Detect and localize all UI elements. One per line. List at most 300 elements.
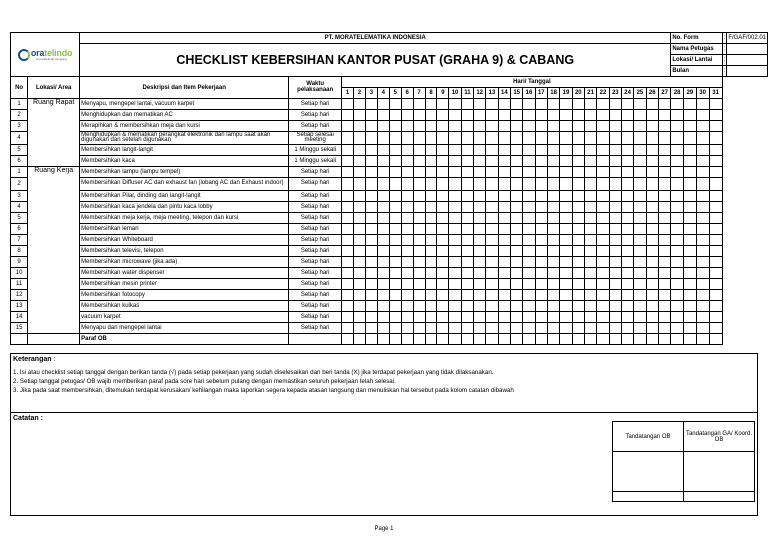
day-check-cell[interactable] [498, 132, 510, 145]
day-check-cell[interactable] [609, 145, 621, 156]
day-check-cell[interactable] [609, 268, 621, 279]
day-check-cell[interactable] [684, 246, 697, 257]
day-check-cell[interactable] [449, 224, 461, 235]
day-check-cell[interactable] [684, 323, 697, 334]
day-check-cell[interactable] [609, 279, 621, 290]
day-check-cell[interactable] [389, 121, 401, 132]
day-check-cell[interactable] [449, 121, 461, 132]
day-check-cell[interactable] [425, 213, 437, 224]
day-check-cell[interactable] [523, 312, 535, 323]
day-check-cell[interactable] [377, 213, 389, 224]
day-check-cell[interactable] [696, 191, 709, 202]
paraf-cell[interactable] [498, 334, 510, 345]
day-check-cell[interactable] [621, 132, 633, 145]
day-check-cell[interactable] [597, 99, 609, 110]
day-check-cell[interactable] [461, 121, 473, 132]
day-check-cell[interactable] [684, 268, 697, 279]
day-check-cell[interactable] [401, 202, 413, 213]
day-check-cell[interactable] [342, 290, 354, 301]
day-check-cell[interactable] [709, 279, 722, 290]
day-check-cell[interactable] [547, 145, 559, 156]
day-check-cell[interactable] [449, 213, 461, 224]
day-check-cell[interactable] [365, 246, 377, 257]
paraf-cell[interactable] [413, 334, 425, 345]
day-check-cell[interactable] [377, 290, 389, 301]
day-check-cell[interactable] [401, 268, 413, 279]
day-check-cell[interactable] [621, 178, 633, 191]
day-check-cell[interactable] [584, 279, 596, 290]
day-check-cell[interactable] [449, 99, 461, 110]
day-check-cell[interactable] [486, 290, 498, 301]
day-check-cell[interactable] [498, 246, 510, 257]
day-check-cell[interactable] [523, 290, 535, 301]
day-check-cell[interactable] [498, 156, 510, 167]
day-check-cell[interactable] [634, 279, 646, 290]
day-check-cell[interactable] [597, 156, 609, 167]
day-check-cell[interactable] [377, 224, 389, 235]
day-check-cell[interactable] [474, 323, 486, 334]
day-check-cell[interactable] [354, 145, 366, 156]
day-check-cell[interactable] [449, 178, 461, 191]
day-check-cell[interactable] [365, 145, 377, 156]
day-check-cell[interactable] [597, 145, 609, 156]
day-check-cell[interactable] [646, 110, 658, 121]
day-check-cell[interactable] [572, 121, 584, 132]
day-check-cell[interactable] [609, 257, 621, 268]
day-check-cell[interactable] [486, 132, 498, 145]
day-check-cell[interactable] [572, 312, 584, 323]
day-check-cell[interactable] [511, 268, 523, 279]
day-check-cell[interactable] [560, 235, 572, 246]
day-check-cell[interactable] [572, 99, 584, 110]
day-check-cell[interactable] [696, 167, 709, 178]
day-check-cell[interactable] [377, 301, 389, 312]
day-check-cell[interactable] [646, 246, 658, 257]
day-check-cell[interactable] [572, 246, 584, 257]
day-check-cell[interactable] [413, 312, 425, 323]
day-check-cell[interactable] [560, 279, 572, 290]
day-check-cell[interactable] [511, 99, 523, 110]
day-check-cell[interactable] [461, 246, 473, 257]
day-check-cell[interactable] [696, 268, 709, 279]
day-check-cell[interactable] [609, 110, 621, 121]
day-check-cell[interactable] [401, 132, 413, 145]
day-check-cell[interactable] [354, 121, 366, 132]
day-check-cell[interactable] [584, 99, 596, 110]
day-check-cell[interactable] [389, 224, 401, 235]
day-check-cell[interactable] [584, 235, 596, 246]
day-check-cell[interactable] [474, 246, 486, 257]
day-check-cell[interactable] [609, 99, 621, 110]
day-check-cell[interactable] [535, 132, 547, 145]
day-check-cell[interactable] [535, 145, 547, 156]
day-check-cell[interactable] [572, 323, 584, 334]
day-check-cell[interactable] [425, 323, 437, 334]
day-check-cell[interactable] [671, 202, 684, 213]
day-check-cell[interactable] [646, 191, 658, 202]
day-check-cell[interactable] [684, 178, 697, 191]
day-check-cell[interactable] [634, 246, 646, 257]
day-check-cell[interactable] [486, 99, 498, 110]
day-check-cell[interactable] [389, 290, 401, 301]
day-check-cell[interactable] [621, 110, 633, 121]
day-check-cell[interactable] [684, 202, 697, 213]
day-check-cell[interactable] [486, 213, 498, 224]
day-check-cell[interactable] [389, 312, 401, 323]
day-check-cell[interactable] [365, 110, 377, 121]
day-check-cell[interactable] [389, 132, 401, 145]
day-check-cell[interactable] [560, 290, 572, 301]
day-check-cell[interactable] [684, 257, 697, 268]
day-check-cell[interactable] [354, 268, 366, 279]
day-check-cell[interactable] [365, 257, 377, 268]
day-check-cell[interactable] [342, 132, 354, 145]
day-check-cell[interactable] [696, 301, 709, 312]
day-check-cell[interactable] [437, 279, 449, 290]
day-check-cell[interactable] [413, 246, 425, 257]
day-check-cell[interactable] [413, 268, 425, 279]
day-check-cell[interactable] [377, 178, 389, 191]
day-check-cell[interactable] [425, 145, 437, 156]
day-check-cell[interactable] [634, 110, 646, 121]
day-check-cell[interactable] [609, 246, 621, 257]
day-check-cell[interactable] [523, 121, 535, 132]
day-check-cell[interactable] [621, 156, 633, 167]
day-check-cell[interactable] [354, 279, 366, 290]
day-check-cell[interactable] [671, 268, 684, 279]
day-check-cell[interactable] [498, 323, 510, 334]
day-check-cell[interactable] [547, 156, 559, 167]
day-check-cell[interactable] [621, 224, 633, 235]
day-check-cell[interactable] [437, 290, 449, 301]
day-check-cell[interactable] [401, 235, 413, 246]
day-check-cell[interactable] [584, 156, 596, 167]
paraf-cell[interactable] [597, 334, 609, 345]
day-check-cell[interactable] [572, 257, 584, 268]
day-check-cell[interactable] [461, 290, 473, 301]
day-check-cell[interactable] [621, 145, 633, 156]
day-check-cell[interactable] [365, 167, 377, 178]
paraf-cell[interactable] [658, 334, 670, 345]
day-check-cell[interactable] [634, 191, 646, 202]
day-check-cell[interactable] [547, 312, 559, 323]
day-check-cell[interactable] [597, 268, 609, 279]
day-check-cell[interactable] [474, 145, 486, 156]
day-check-cell[interactable] [486, 145, 498, 156]
day-check-cell[interactable] [474, 312, 486, 323]
day-check-cell[interactable] [547, 121, 559, 132]
day-check-cell[interactable] [413, 213, 425, 224]
day-check-cell[interactable] [597, 224, 609, 235]
day-check-cell[interactable] [572, 191, 584, 202]
day-check-cell[interactable] [597, 235, 609, 246]
day-check-cell[interactable] [377, 268, 389, 279]
day-check-cell[interactable] [535, 290, 547, 301]
day-check-cell[interactable] [401, 156, 413, 167]
day-check-cell[interactable] [560, 257, 572, 268]
day-check-cell[interactable] [461, 110, 473, 121]
day-check-cell[interactable] [709, 235, 722, 246]
day-check-cell[interactable] [523, 167, 535, 178]
day-check-cell[interactable] [425, 110, 437, 121]
day-check-cell[interactable] [449, 279, 461, 290]
day-check-cell[interactable] [498, 167, 510, 178]
day-check-cell[interactable] [560, 121, 572, 132]
day-check-cell[interactable] [658, 167, 670, 178]
day-check-cell[interactable] [461, 178, 473, 191]
day-check-cell[interactable] [658, 132, 670, 145]
day-check-cell[interactable] [709, 202, 722, 213]
day-check-cell[interactable] [572, 167, 584, 178]
day-check-cell[interactable] [511, 246, 523, 257]
day-check-cell[interactable] [658, 235, 670, 246]
day-check-cell[interactable] [413, 145, 425, 156]
paraf-cell[interactable] [425, 334, 437, 345]
day-check-cell[interactable] [609, 290, 621, 301]
day-check-cell[interactable] [354, 290, 366, 301]
day-check-cell[interactable] [621, 191, 633, 202]
day-check-cell[interactable] [498, 99, 510, 110]
day-check-cell[interactable] [547, 257, 559, 268]
day-check-cell[interactable] [413, 99, 425, 110]
day-check-cell[interactable] [646, 224, 658, 235]
day-check-cell[interactable] [696, 132, 709, 145]
day-check-cell[interactable] [547, 268, 559, 279]
day-check-cell[interactable] [365, 268, 377, 279]
day-check-cell[interactable] [401, 99, 413, 110]
day-check-cell[interactable] [609, 121, 621, 132]
lokasi-field[interactable] [727, 55, 768, 66]
day-check-cell[interactable] [425, 156, 437, 167]
day-check-cell[interactable] [658, 246, 670, 257]
day-check-cell[interactable] [658, 257, 670, 268]
day-check-cell[interactable] [560, 110, 572, 121]
day-check-cell[interactable] [342, 257, 354, 268]
day-check-cell[interactable] [535, 202, 547, 213]
day-check-cell[interactable] [658, 268, 670, 279]
day-check-cell[interactable] [658, 312, 670, 323]
day-check-cell[interactable] [709, 145, 722, 156]
day-check-cell[interactable] [523, 156, 535, 167]
day-check-cell[interactable] [609, 202, 621, 213]
day-check-cell[interactable] [621, 323, 633, 334]
day-check-cell[interactable] [486, 301, 498, 312]
day-check-cell[interactable] [671, 156, 684, 167]
day-check-cell[interactable] [646, 178, 658, 191]
day-check-cell[interactable] [572, 290, 584, 301]
paraf-cell[interactable] [449, 334, 461, 345]
day-check-cell[interactable] [437, 191, 449, 202]
day-check-cell[interactable] [535, 268, 547, 279]
day-check-cell[interactable] [584, 178, 596, 191]
day-check-cell[interactable] [696, 178, 709, 191]
day-check-cell[interactable] [572, 268, 584, 279]
day-check-cell[interactable] [646, 132, 658, 145]
day-check-cell[interactable] [342, 121, 354, 132]
day-check-cell[interactable] [634, 257, 646, 268]
day-check-cell[interactable] [560, 156, 572, 167]
day-check-cell[interactable] [523, 110, 535, 121]
day-check-cell[interactable] [511, 178, 523, 191]
day-check-cell[interactable] [449, 290, 461, 301]
signature-ob-name[interactable] [613, 492, 684, 502]
signature-ob-box[interactable] [613, 452, 684, 492]
day-check-cell[interactable] [658, 178, 670, 191]
day-check-cell[interactable] [413, 257, 425, 268]
day-check-cell[interactable] [684, 224, 697, 235]
day-check-cell[interactable] [498, 145, 510, 156]
day-check-cell[interactable] [342, 178, 354, 191]
day-check-cell[interactable] [560, 301, 572, 312]
day-check-cell[interactable] [684, 167, 697, 178]
day-check-cell[interactable] [437, 99, 449, 110]
day-check-cell[interactable] [437, 145, 449, 156]
day-check-cell[interactable] [572, 145, 584, 156]
day-check-cell[interactable] [658, 145, 670, 156]
day-check-cell[interactable] [560, 268, 572, 279]
day-check-cell[interactable] [354, 99, 366, 110]
day-check-cell[interactable] [634, 290, 646, 301]
day-check-cell[interactable] [389, 268, 401, 279]
day-check-cell[interactable] [621, 290, 633, 301]
day-check-cell[interactable] [425, 191, 437, 202]
day-check-cell[interactable] [437, 178, 449, 191]
day-check-cell[interactable] [389, 156, 401, 167]
day-check-cell[interactable] [354, 224, 366, 235]
day-check-cell[interactable] [684, 312, 697, 323]
day-check-cell[interactable] [709, 178, 722, 191]
paraf-cell[interactable] [609, 334, 621, 345]
day-check-cell[interactable] [709, 132, 722, 145]
day-check-cell[interactable] [413, 178, 425, 191]
day-check-cell[interactable] [535, 246, 547, 257]
day-check-cell[interactable] [413, 301, 425, 312]
day-check-cell[interactable] [511, 312, 523, 323]
day-check-cell[interactable] [560, 246, 572, 257]
day-check-cell[interactable] [572, 178, 584, 191]
day-check-cell[interactable] [609, 224, 621, 235]
day-check-cell[interactable] [560, 213, 572, 224]
day-check-cell[interactable] [401, 312, 413, 323]
day-check-cell[interactable] [560, 132, 572, 145]
day-check-cell[interactable] [511, 279, 523, 290]
day-check-cell[interactable] [535, 224, 547, 235]
day-check-cell[interactable] [413, 235, 425, 246]
day-check-cell[interactable] [584, 246, 596, 257]
day-check-cell[interactable] [354, 213, 366, 224]
day-check-cell[interactable] [584, 323, 596, 334]
day-check-cell[interactable] [584, 257, 596, 268]
day-check-cell[interactable] [498, 178, 510, 191]
day-check-cell[interactable] [437, 268, 449, 279]
day-check-cell[interactable] [389, 323, 401, 334]
day-check-cell[interactable] [401, 224, 413, 235]
day-check-cell[interactable] [342, 99, 354, 110]
day-check-cell[interactable] [389, 191, 401, 202]
day-check-cell[interactable] [609, 191, 621, 202]
day-check-cell[interactable] [709, 191, 722, 202]
day-check-cell[interactable] [696, 121, 709, 132]
day-check-cell[interactable] [365, 202, 377, 213]
day-check-cell[interactable] [560, 323, 572, 334]
day-check-cell[interactable] [658, 110, 670, 121]
day-check-cell[interactable] [511, 323, 523, 334]
day-check-cell[interactable] [584, 121, 596, 132]
day-check-cell[interactable] [365, 121, 377, 132]
day-check-cell[interactable] [671, 191, 684, 202]
day-check-cell[interactable] [401, 191, 413, 202]
day-check-cell[interactable] [425, 121, 437, 132]
day-check-cell[interactable] [377, 312, 389, 323]
day-check-cell[interactable] [498, 290, 510, 301]
day-check-cell[interactable] [342, 202, 354, 213]
day-check-cell[interactable] [389, 279, 401, 290]
day-check-cell[interactable] [486, 257, 498, 268]
paraf-cell[interactable] [523, 334, 535, 345]
day-check-cell[interactable] [709, 290, 722, 301]
day-check-cell[interactable] [597, 110, 609, 121]
day-check-cell[interactable] [413, 279, 425, 290]
day-check-cell[interactable] [461, 279, 473, 290]
paraf-cell[interactable] [377, 334, 389, 345]
day-check-cell[interactable] [535, 213, 547, 224]
day-check-cell[interactable] [474, 301, 486, 312]
day-check-cell[interactable] [365, 224, 377, 235]
day-check-cell[interactable] [342, 323, 354, 334]
day-check-cell[interactable] [646, 257, 658, 268]
day-check-cell[interactable] [486, 312, 498, 323]
paraf-cell[interactable] [535, 334, 547, 345]
day-check-cell[interactable] [449, 156, 461, 167]
day-check-cell[interactable] [389, 301, 401, 312]
day-check-cell[interactable] [342, 167, 354, 178]
day-check-cell[interactable] [535, 121, 547, 132]
day-check-cell[interactable] [597, 167, 609, 178]
day-check-cell[interactable] [365, 323, 377, 334]
day-check-cell[interactable] [646, 290, 658, 301]
day-check-cell[interactable] [560, 224, 572, 235]
day-check-cell[interactable] [461, 132, 473, 145]
day-check-cell[interactable] [486, 156, 498, 167]
day-check-cell[interactable] [684, 191, 697, 202]
day-check-cell[interactable] [634, 145, 646, 156]
day-check-cell[interactable] [709, 257, 722, 268]
day-check-cell[interactable] [511, 156, 523, 167]
day-check-cell[interactable] [354, 110, 366, 121]
day-check-cell[interactable] [584, 202, 596, 213]
day-check-cell[interactable] [354, 301, 366, 312]
day-check-cell[interactable] [425, 257, 437, 268]
paraf-cell[interactable] [547, 334, 559, 345]
day-check-cell[interactable] [449, 235, 461, 246]
paraf-cell[interactable] [511, 334, 523, 345]
day-check-cell[interactable] [425, 301, 437, 312]
day-check-cell[interactable] [547, 279, 559, 290]
day-check-cell[interactable] [413, 323, 425, 334]
day-check-cell[interactable] [572, 224, 584, 235]
day-check-cell[interactable] [597, 202, 609, 213]
paraf-cell[interactable] [401, 334, 413, 345]
day-check-cell[interactable] [634, 156, 646, 167]
day-check-cell[interactable] [461, 268, 473, 279]
day-check-cell[interactable] [437, 235, 449, 246]
day-check-cell[interactable] [401, 121, 413, 132]
day-check-cell[interactable] [684, 301, 697, 312]
day-check-cell[interactable] [523, 235, 535, 246]
day-check-cell[interactable] [547, 191, 559, 202]
day-check-cell[interactable] [671, 323, 684, 334]
day-check-cell[interactable] [377, 145, 389, 156]
